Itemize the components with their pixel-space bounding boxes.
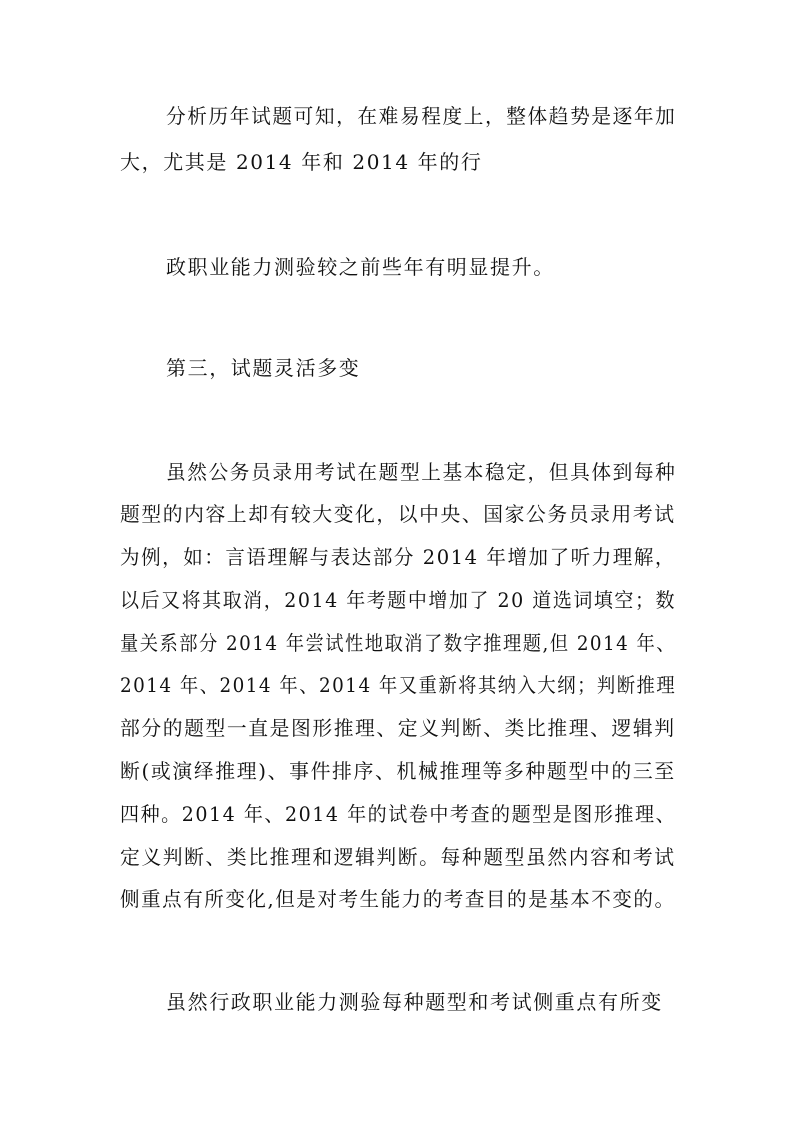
paragraph-4-line-6: 2014 年、2014 年、2014 年又重新将其纳入大纲；判断推理: [120, 673, 677, 697]
paragraph-4-line-1: 虽然公务员录用考试在题型上基本稳定，但具体到每种: [166, 460, 677, 484]
paragraph-4-line-11: 侧重点有所变化,但是对考生能力的考查目的是基本不变的。: [120, 887, 676, 911]
paragraph-4-line-7: 部分的题型一直是图形推理、定义判断、类比推理、逻辑判: [120, 716, 676, 740]
paragraph-5-line-1: 虽然行政职业能力测验每种题型和考试侧重点有所变: [166, 990, 663, 1014]
paragraph-2-line-1: 政职业能力测验较之前些年有明显提升。: [166, 255, 555, 279]
paragraph-4-line-10: 定义判断、类比推理和逻辑判断。每种题型虽然内容和考试: [120, 845, 676, 869]
paragraph-4-line-4: 以后又将其取消，2014 年考题中增加了 20 道选词填空；数: [120, 588, 677, 612]
section-heading: 第三，试题灵活多变: [166, 356, 361, 380]
paragraph-1-line-2: 大，尤其是 2014 年和 2014 年的行: [120, 150, 483, 174]
paragraph-1-line-1: 分析历年试题可知，在难易程度上，整体趋势是逐年加: [166, 104, 677, 128]
paragraph-4-line-9: 四种。2014 年、2014 年的试卷中考查的题型是图形推理、: [120, 802, 677, 826]
paragraph-4-line-5: 量关系部分 2014 年尝试性地取消了数字推理题,但 2014 年、: [120, 631, 677, 655]
paragraph-4-line-2: 题型的内容上却有较大变化，以中央、国家公务员录用考试: [120, 502, 676, 526]
paragraph-4-line-8: 断(或演绎推理)、事件排序、机械推理等多种题型中的三至: [120, 759, 676, 783]
paragraph-4-line-3: 为例，如：言语理解与表达部分 2014 年增加了听力理解，: [120, 545, 676, 569]
